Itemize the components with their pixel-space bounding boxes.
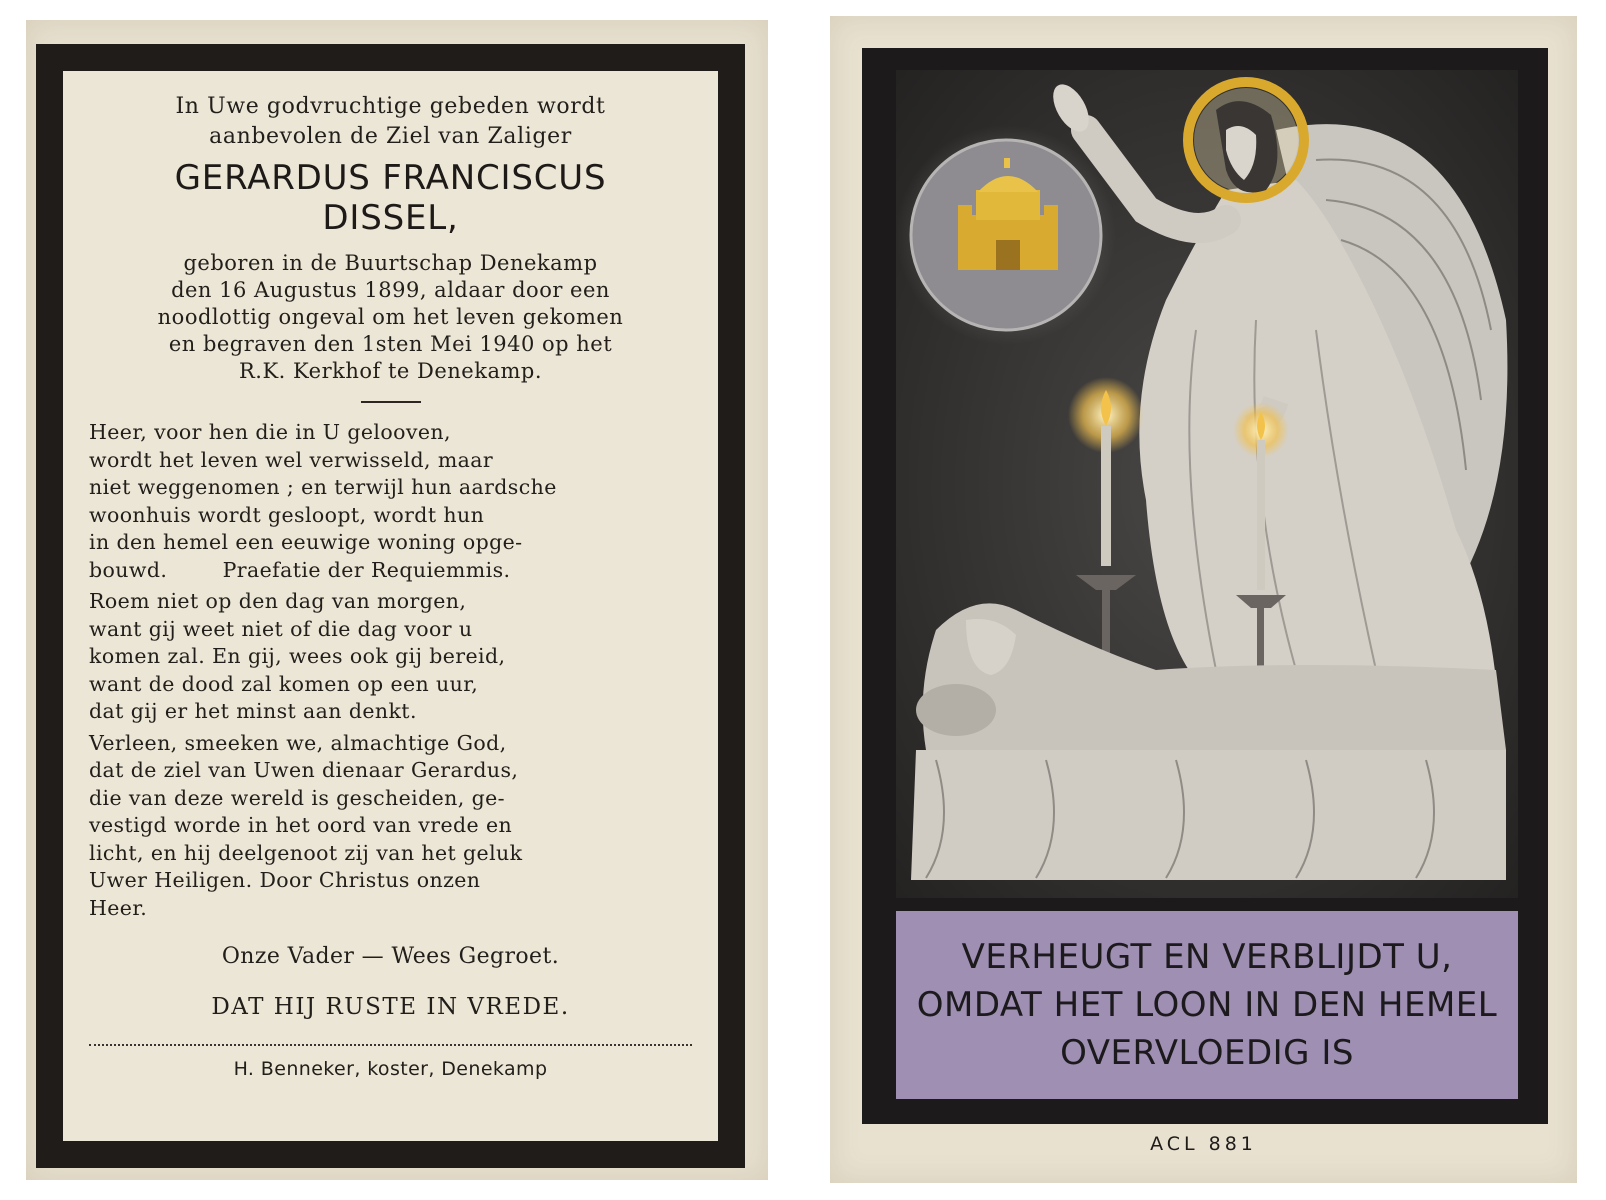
quote-line: want de dood zal komen op een uur, xyxy=(89,671,479,696)
divider xyxy=(361,401,421,403)
bio-line: R.K. Kerkhof te Denekamp. xyxy=(239,359,542,383)
quote-line: Uwer Heiligen. Door Christus onzen xyxy=(89,868,481,892)
quote-line: bouwd. Praefatie der Requiemmis. xyxy=(89,557,511,582)
caption-line: VERHEUGT EN VERBLIJDT U, xyxy=(961,937,1453,977)
illustration-svg xyxy=(896,70,1518,898)
caption-panel xyxy=(896,911,1518,1099)
mourning-frame xyxy=(862,48,1548,1124)
quote-line: komen zal. En gij, wees ook gij bereid, xyxy=(89,644,506,668)
quote-preface xyxy=(89,419,692,584)
caption-line: OMDAT HET LOON IN DEN HEMEL xyxy=(916,985,1498,1025)
angel-illustration xyxy=(896,70,1518,898)
heavenly-city-medallion xyxy=(896,125,1116,345)
quote-line: in den hemel een eeuwige woning opge- xyxy=(89,530,523,554)
quote-line: dat de ziel van Uwen dienaar Gerardus, xyxy=(89,758,519,782)
caption-line: OVERVLOEDIG IS xyxy=(1060,1033,1354,1073)
intro-line: aanbevolen de Ziel van Zaliger xyxy=(209,124,572,149)
quote-line: wordt het leven wel verwisseld, maar xyxy=(89,447,494,472)
rest-in-peace: DAT HIJ RUSTE IN VREDE. xyxy=(211,994,570,1020)
quote-line: want gij weet niet of die dag voor u xyxy=(89,616,473,641)
memorial-card-image-side xyxy=(830,16,1577,1183)
quote-line: niet weggenomen ; en terwijl hun aardsche xyxy=(89,475,557,499)
biography-text xyxy=(89,250,692,385)
quote-line: licht, en hij deelgenoot zij van het geluk xyxy=(89,840,523,865)
quote-line: Roem niet op den dag van morgen, xyxy=(89,589,467,613)
quote-line: dat gij er het minst aan denkt. xyxy=(89,699,417,723)
intro-line: In Uwe godvruchtige gebeden wordt xyxy=(175,94,606,119)
quote-morning xyxy=(89,588,692,726)
deceased-name xyxy=(89,158,692,238)
printer-credit: H. Benneker, koster, Denekamp xyxy=(233,1058,548,1080)
quote-line: Heer, voor hen die in U gelooven, xyxy=(89,420,451,444)
intro-text xyxy=(89,92,692,152)
quote-line: die van deze wereld is gescheiden, ge- xyxy=(89,785,505,810)
quote-line: woonhuis wordt gesloopt, wordt hun xyxy=(89,502,485,527)
bio-line: noodlottig ongeval om het leven gekomen xyxy=(157,305,624,329)
quote-line: Verleen, smeeken we, almachtige God, xyxy=(89,730,507,755)
prayers-line: Onze Vader — Wees Gegroet. xyxy=(221,944,560,969)
bio-line: den 16 Augustus 1899, aldaar door een xyxy=(171,278,610,302)
print-code: ACL 881 xyxy=(1150,1133,1257,1155)
name-line: GERARDUS FRANCISCUS xyxy=(174,158,607,198)
quote-line: Heer. xyxy=(89,895,148,920)
bio-line: en begraven den 1sten Mei 1940 op het xyxy=(168,332,613,356)
quote-line: vestigd worde in het oord van vrede en xyxy=(89,813,513,837)
bio-line: geboren in de Buurtschap Denekamp xyxy=(183,251,598,275)
quote-prayer xyxy=(89,730,692,923)
name-line: DISSEL, xyxy=(322,198,459,238)
memorial-card-text-side xyxy=(26,20,768,1180)
dotted-divider xyxy=(89,1044,692,1046)
card-text xyxy=(89,86,692,1131)
mourning-border xyxy=(36,44,745,1168)
